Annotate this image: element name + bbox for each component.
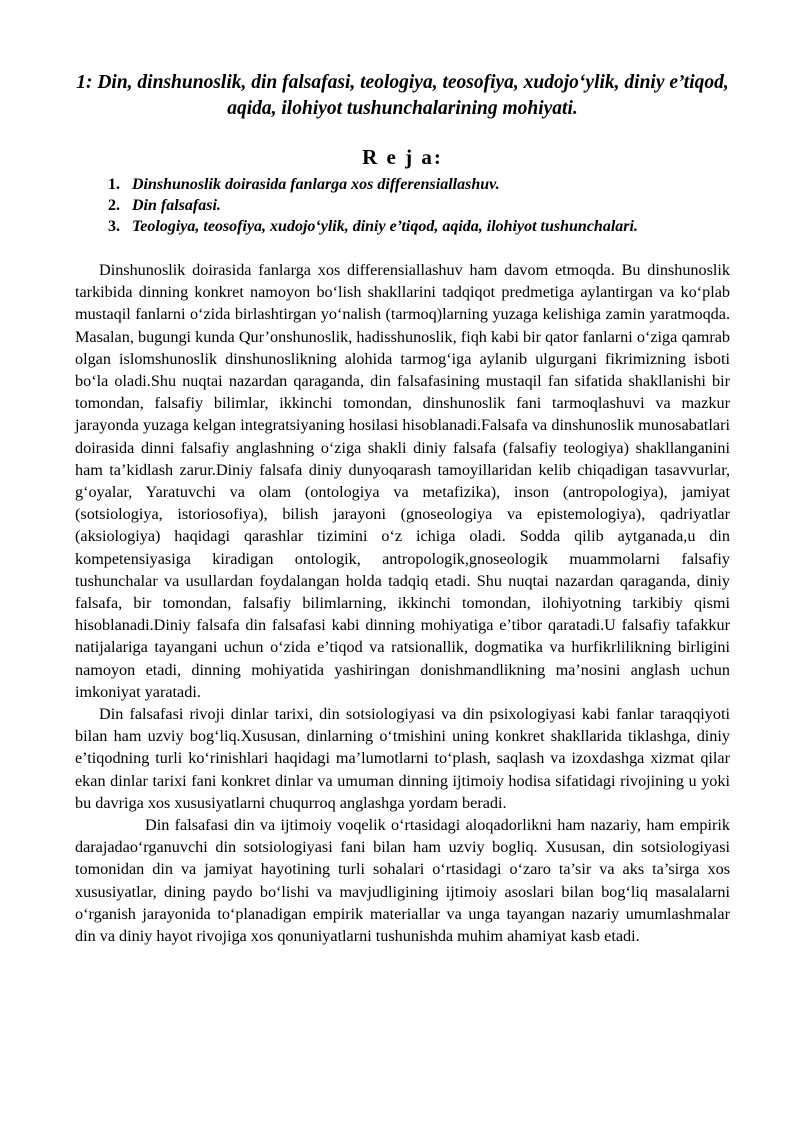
body-paragraph: Dinshunoslik doirasida fanlarga xos differensiallashuv ham davom etmoqda. Bu dinshunoslik tarkibida dinning konkret namoyon bo‘lish shakllarini tadqiqot predmetiga aylantirgan va ko‘plab mustaqil fanlarni o‘zida birlashtirgan yo‘nalish (tarmoq)larning yuzaga kelishiga zamin yaratmoqda. Masalan, bugungi kunda Qur’onshunoslik, hadisshunoslik, fiqh kabi bir qator fanlarni o‘ziga qamrab olgan islomshunoslik dinshunoslikning alohida tarmog‘iga aylanib ulgurgani fikrimizning isboti bo‘la oladi.Shu nuqtai nazardan qaraganda, din falsafasining mustaqil fan sifatida shakllanishi bir tomondan, falsafiy bilimlar, ikkinchi tomondan, dinshunoslik fani tarmoqlashuvi va mazkur jarayonda yuzaga kelgan integratsiyaning hosilasi hisoblanadi.Falsafa va dinshunoslik munosabatlari doirasida dinni falsafiy anglashning o‘ziga shakli diniy falsafa (falsafiy teologiya) shakllanganini ham ta’kidlash zarur.Diniy falsafa diniy dunyoqarash tamoyillaridan kelib chiqadigan tasavvurlar, g‘oyalar, Yaratuvchi va olam (ontologiya va metafizika), inson (antropologiya), jamiyat (sotsiologiya, istoriosofiya), bilish jarayoni (gnoseologiya va epistemologiya), qadriyatlar (aksiologiya) haqidagi qarashlar tizimini o‘z ichiga oladi. Sodda qilib aytganada,u din kompetensiyasiga kiradigan ontologik, antropologik,gnoseologik muammolarni falsafiy tushunchalar va usullardan foydalangan holda tadqiq etadi. Shu nuqtai nazardan qaraganda, diniy falsafa, bir tomondan, falsafiy bilimlarning, ikkinchi tomondan, ilohiyotning tarkibiy qismi hisoblanadi.Diniy falsafa din falsafasi kabi dinning mohiyatiga e’tibor qaratadi.U falsafiy tafakkur natijalariga tayangani uchun o‘zida e’tiqod va ratsionallik, dogmatika va hurfikrlilikning birligini namoyon etadi, dinning mohiyatida yashiringan donishmandlikning ma’nosini anglash uchun imkoniyat yaratadi. (75, 261, 730, 701)
plan-item-text: Din falsafasi. (132, 197, 221, 214)
plan-item-number: 1. (108, 176, 120, 193)
plan-item (75, 195, 672, 216)
plan-item-number: 2. (108, 197, 120, 214)
plan-item (75, 216, 672, 237)
plan-list (75, 174, 730, 237)
plan-item-text: Dinshunoslik doirasida fanlarga xos differensiallashuv. (132, 176, 500, 193)
plan-item (75, 174, 672, 195)
document-page (75, 70, 730, 947)
plan-heading: R e j a: (362, 145, 443, 169)
body-paragraph: Din falsafasi rivoji dinlar tarixi, din sotsiologiyasi va din psixologiyasi kabi fanlar taraqqiyoti bilan ham uzviy bog‘liq.Xususan, dinlarning o‘tmishini uning konkret shakllarida tiklashga, diniy e’tiqodning turli ko‘rinishlari haqidagi ma’lumotlarni to‘plash, saqlash va izoxdashga xizmat qilar ekan dinlar tarixi fani konkret dinlar va umuman dinning ijtimoiy hodisa sifatidagi rivojining u yoki bu davriga xos xususiyatlarni chuqurroq anglashga yordam beradi. (75, 705, 730, 812)
plan-item-text: Teologiya, teosofiya, xudojo‘ylik, diniy e’tiqod, aqida, ilohiyot tushunchalari. (132, 218, 638, 235)
plan-item-number: 3. (108, 218, 120, 235)
body-paragraph: Din falsafasi din va ijtimoiy voqelik o‘rtasidagi aloqadorlikni ham nazariy, ham empirik darajadao‘rganuvchi din sotsiologiyasi fani bilan ham uzviy bogliq. Xususan, din sotsiologiyasi tomonidan din va jamiyat hayotining turli sohalari o‘rtasidagi o‘zaro ta’sir va aks ta’sirga xos xususiyatlar, dining paydo bo‘lishi va mavjudligining ijtimoiy asoslari bilan bog‘liq masalalarni o‘rganish jarayonida to‘planadigan empirik materiallar va unga tayangan nazariy umumlashmalar din va diniy hayot rivojiga xos qonuniyatlarni tushunishda muhim ahamiyat kasb etadi. (75, 816, 730, 946)
document-title: 1: Din, dinshunoslik, din falsafasi, teologiya, teosofiya, xudojo‘ylik, diniy e’tiqod, aqida, ilohiyot tushunchalarining mohiyati. (76, 72, 729, 119)
